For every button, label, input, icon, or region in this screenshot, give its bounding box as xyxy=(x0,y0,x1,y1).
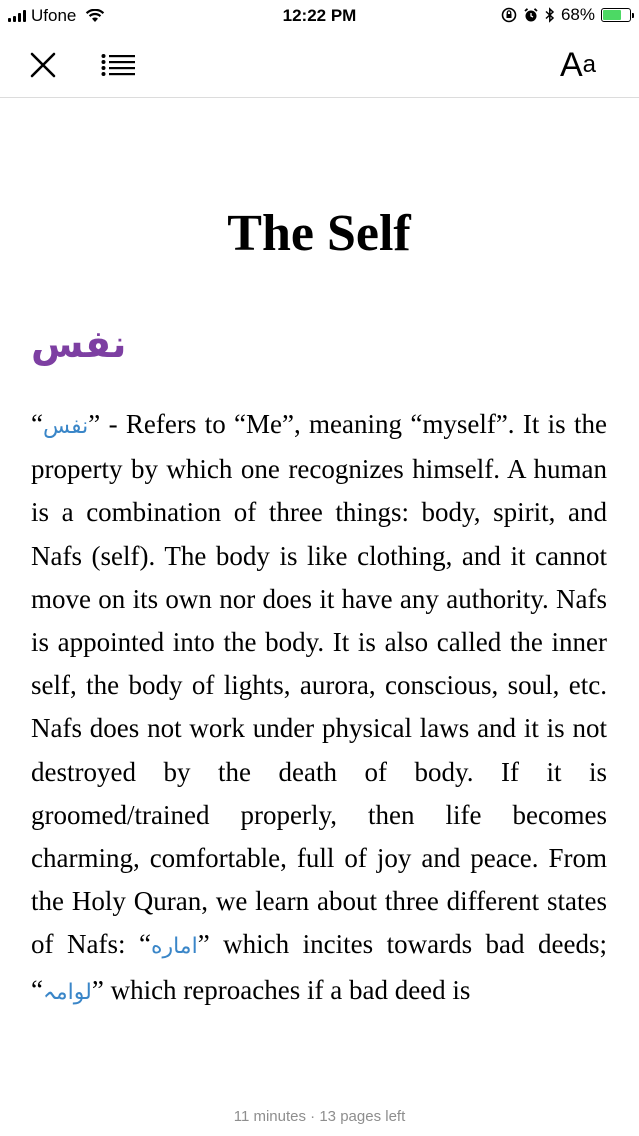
pages-left: 13 pages left xyxy=(319,1108,406,1125)
font-size-large-glyph: A xyxy=(559,45,583,84)
paragraph-text-3: ” which reproaches if a bad deed is xyxy=(91,974,471,1005)
footer-separator: · xyxy=(310,1108,316,1125)
font-size-small-glyph: a xyxy=(582,51,597,78)
alarm-icon xyxy=(523,7,539,23)
time-left: 11 minutes xyxy=(233,1108,306,1125)
table-of-contents-button[interactable] xyxy=(96,34,140,96)
reader-toolbar xyxy=(0,34,639,98)
open-quote: “ xyxy=(31,409,43,439)
text-size-button[interactable] xyxy=(551,34,605,96)
close-button[interactable] xyxy=(22,34,64,96)
battery-icon xyxy=(601,8,631,22)
chapter-paragraph xyxy=(31,403,607,1014)
arabic-term-ammara[interactable]: اماره xyxy=(150,934,198,960)
arabic-term-lawwama[interactable]: لوامہ xyxy=(42,979,92,1005)
carrier-name: Ufone xyxy=(31,6,77,25)
paragraph-text-1: ” - Refers to “Me”, meaning “myself”. It is the property by which one recognizes himself. A human is a combination of three things: body, spirit, and Nafs (self). The body is like clothing, and it cannot move on its own nor does it have any authority. Nafs is appointed into the body. It is also called the inner self, the body of lights, aurora, conscious, soul, etc. Nafs does not work under physical laws and it is not destroyed by the death of body. If it is groomed/trained properly, then life becomes charming, comfortable, full of joy and peace. From the Holy Quran, we learn about three different states of Nafs: “ xyxy=(31,409,607,960)
arabic-heading: نفس xyxy=(31,322,127,366)
status-right xyxy=(501,5,631,25)
status-time: 12:22 PM xyxy=(282,6,357,25)
arabic-term-nafs[interactable]: نفس xyxy=(42,414,89,439)
chapter-title: The Self xyxy=(227,205,411,262)
status-bar xyxy=(0,0,639,34)
paragraph-text-2: ” which incites towards bad deeds; “ xyxy=(31,929,607,1005)
battery-percent: 68% xyxy=(560,5,595,24)
close-icon xyxy=(29,51,57,79)
battery-fill xyxy=(603,10,621,20)
reading-progress xyxy=(0,1108,639,1125)
bluetooth-icon xyxy=(545,7,555,23)
list-icon xyxy=(101,53,135,77)
orientation-lock-icon xyxy=(501,7,517,23)
